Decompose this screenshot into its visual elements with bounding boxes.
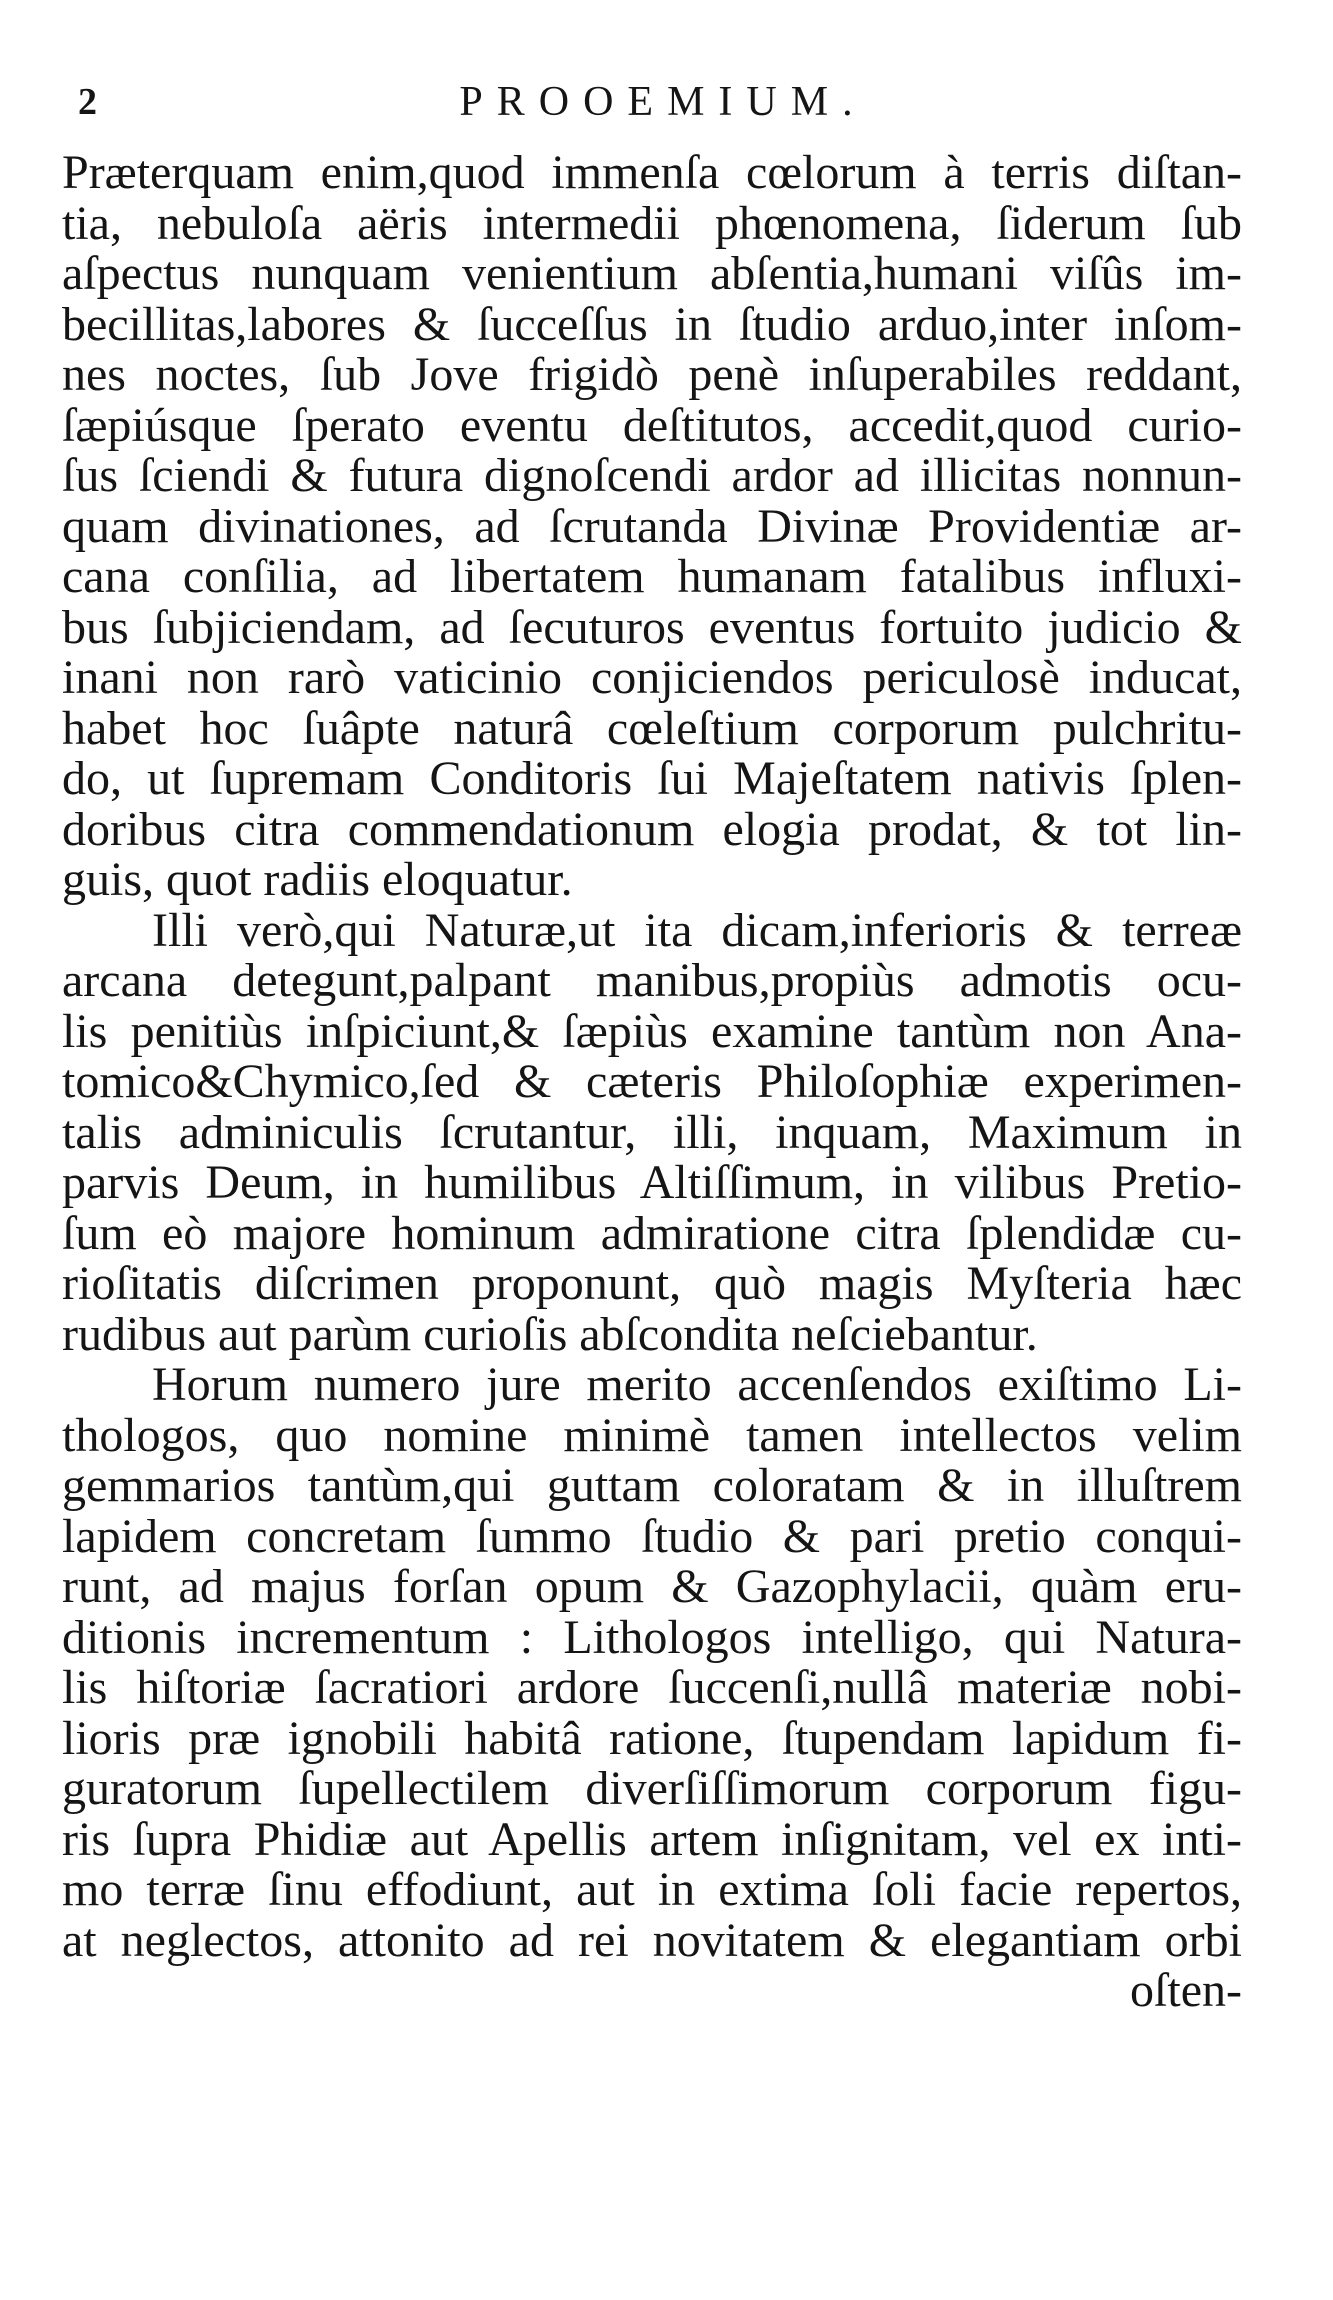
paragraph	[62, 148, 1242, 906]
text-line: rudibus aut parùm curioſis abſcondita neſciebantur.	[62, 1307, 1038, 1361]
text-line: parvis Deum, in humilibus Altiſſimum, in vilibus Pretio-	[62, 1156, 1242, 1209]
text-line: runt, ad majus forſan opum & Gazophylacii, quàm eru-	[62, 1560, 1242, 1613]
catchword: oſten-	[1130, 1964, 1242, 2017]
text-line: inani non rarò vaticinio conjiciendos periculosè inducat,	[62, 651, 1242, 704]
text-line: aſpectus nunquam venientium abſentia,humani viſûs im-	[62, 247, 1242, 300]
text-line: thologos, quo nomine minimè tamen intellectos velim	[62, 1408, 1242, 1462]
text-line: gemmarios tantùm,qui guttam coloratam & in illuſtrem	[62, 1459, 1242, 1512]
body-text	[62, 148, 1242, 2017]
text-line: habet hoc ſuâpte naturâ cœleſtium corporum pulchritu-	[62, 701, 1242, 755]
page-header	[78, 72, 1248, 132]
text-line: Illi verò,qui Naturæ,ut ita dicam,inferioris & terreæ	[152, 903, 1242, 957]
text-line: guis, quot radiis eloquatur.	[62, 853, 573, 906]
text-line: doribus citra commendationum elogia prodat, & tot lin-	[62, 802, 1242, 856]
text-line: lis hiſtoriæ ſacratiori ardore ſuccenſi,nullâ materiæ nobi-	[62, 1661, 1242, 1714]
text-line: Horum numero jure merito accenſendos exiſtimo Li-	[152, 1358, 1242, 1411]
page-number: 2	[78, 81, 97, 123]
text-line: lapidem concretam ſummo ſtudio & pari pretio conqui-	[62, 1509, 1242, 1563]
text-line: ſæpiúsque ſperato eventu deſtitutos, accedit,quod curio-	[62, 398, 1242, 452]
text-line: Præterquam enim,quod immenſa cœlorum à terris diſtan-	[62, 146, 1242, 199]
text-line: ſus ſciendi & futura dignoſcendi ardor ad illicitas nonnun-	[62, 449, 1242, 502]
text-line: arcana detegunt,palpant manibus,propiùs admotis ocu-	[62, 954, 1242, 1007]
running-head: PROOEMIUM.	[459, 79, 867, 125]
text-line: do, ut ſupremam Conditoris ſui Majeſtatem nativis ſplen-	[62, 752, 1242, 805]
text-line: quam divinationes, ad ſcrutanda Divinæ Providentiæ ar-	[62, 499, 1242, 553]
text-line: lioris præ ignobili habitâ ratione, ſtupendam lapidum fi-	[62, 1711, 1242, 1765]
paragraph	[62, 1360, 1242, 1966]
text-line: rioſitatis diſcrimen proponunt, quò magis Myſteria hæc	[62, 1257, 1242, 1310]
text-line: mo terræ ſinu effodiunt, aut in extima ſoli facie repertos,	[62, 1863, 1242, 1916]
text-line: bus ſubjiciendam, ad ſecuturos eventus fortuito judicio &	[62, 600, 1242, 654]
text-line: nes noctes, ſub Jove frigidò penè inſuperabiles reddant,	[62, 348, 1242, 401]
text-line: ris ſupra Phidiæ aut Apellis artem inſignitam, vel ex inti-	[62, 1812, 1242, 1866]
text-line: guratorum ſupellectilem diverſiſſimorum corporum figu-	[62, 1762, 1242, 1815]
text-line: tomico&Chymico,ſed & cæteris Philoſophiæ experimen-	[62, 1055, 1242, 1108]
text-line: ſum eò majore hominum admiratione citra ſplendidæ cu-	[62, 1206, 1242, 1260]
text-line: becillitas,labores & ſucceſſus in ſtudio arduo,inter inſom-	[62, 297, 1242, 351]
text-line: lis penitiùs inſpiciunt,& ſæpiùs examine tantùm non Ana-	[62, 1004, 1242, 1058]
text-line: tia, nebuloſa aëris intermedii phœnomena, ſiderum ſub	[62, 196, 1242, 250]
text-line: at neglectos, attonito ad rei novitatem & elegantiam orbi	[62, 1913, 1242, 1967]
paragraph	[62, 903, 1242, 1361]
text-line: cana conſilia, ad libertatem humanam fatalibus influxi-	[62, 550, 1242, 603]
text-line: ditionis incrementum : Lithologos intelligo, qui Natura-	[62, 1610, 1242, 1664]
text-line: talis adminiculis ſcrutantur, illi, inquam, Maximum in	[62, 1105, 1242, 1159]
